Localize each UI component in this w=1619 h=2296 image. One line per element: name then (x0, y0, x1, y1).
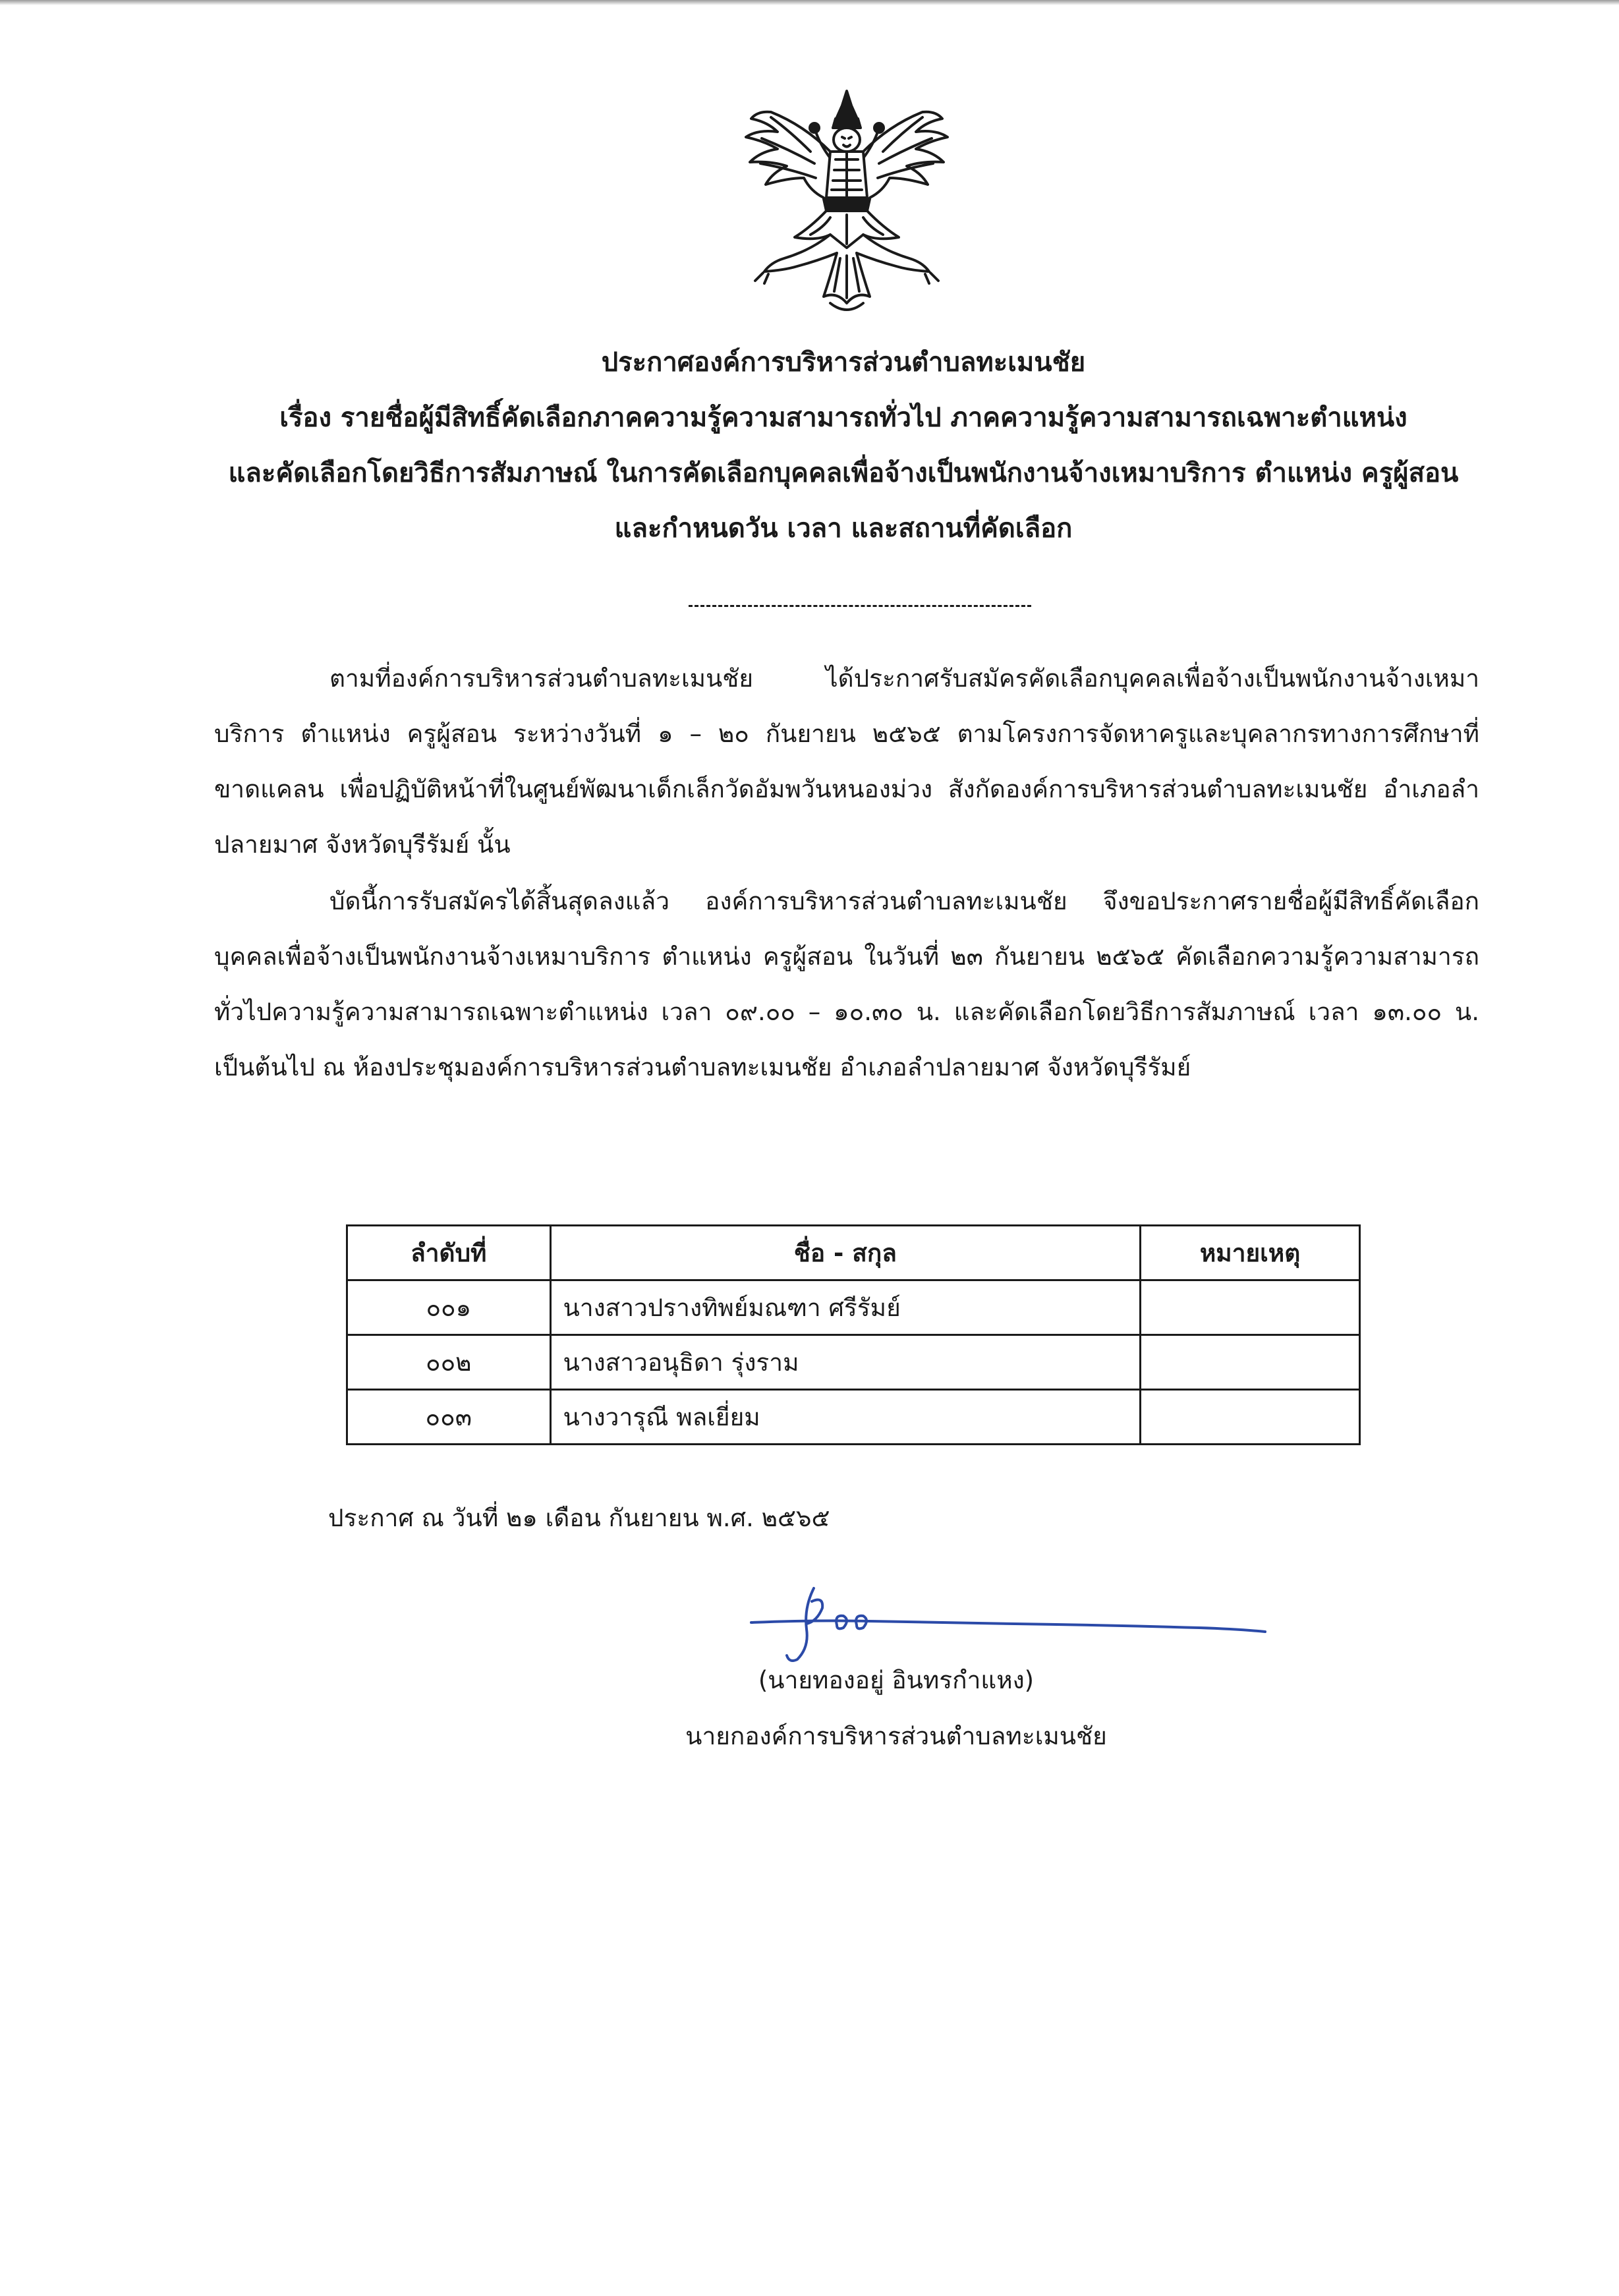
body-paragraph-1: ตามที่องค์การบริหารส่วนตำบลทะเมนชัย ได้ประกาศรับสมัครคัดเลือกบุคคลเพื่อจ้างเป็นพนักงานจ้างเหมาบริการ ตำแหน่ง ครูผู้สอน ระหว่างวันที่ ๑ – ๒๐ กันยายน ๒๕๖๕ ตามโครงการจัดหาครูและบุคลากรทางการศึกษาที่ขาดแคลน เพื่อปฏิบัติหน้าที่ในศูนย์พัฒนาเด็กเล็กวัดอัมพวันหนองม่วง สังกัดองค์การบริหารส่วนตำบลทะเมนชัย อำเภอลำปลายมาศ จังหวัดบุรีรัมย์ นั้น (214, 664, 1479, 859)
table-row (347, 1335, 1360, 1390)
garuda-emblem-icon (731, 86, 962, 323)
body-paragraph-2: บัดนี้การรับสมัครได้สิ้นสุดลงแล้ว องค์การบริหารส่วนตำบลทะเมนชัย จึงขอประกาศรายชื่อผู้มีสิทธิ์คัดเลือกบุคคลเพื่อจ้างเป็นพนักงานจ้างเหมาบริการ ตำแหน่ง ครูผู้สอน ในวันที่ ๒๓ กันยายน ๒๕๖๕ คัดเลือกความรู้ความสามารถทั่วไปความรู้ความสามารถเฉพาะตำแหน่ง เวลา ๐๙.๐๐ – ๑๐.๓๐ น. และคัดเลือกโดยวิธีการสัมภาษณ์ เวลา ๑๓.๐๐ น. เป็นต้นไป ณ ห้องประชุมองค์การบริหารส่วนตำบลทะเมนชัย อำเภอลำปลายมาศ จังหวัดบุรีรัมย์ (214, 887, 1479, 1081)
signer-name: (นายทองอยู่ อินทรกำแหง) (758, 1666, 1035, 1694)
table-row (347, 1390, 1360, 1445)
row-remark (1141, 1280, 1360, 1335)
row-remark (1141, 1390, 1360, 1445)
announcement-title: ประกาศองค์การบริหารส่วนตำบลทะเมนชัย (601, 347, 1086, 378)
row-full-name: นางสาวอนุธิดา รุ่งราม (550, 1335, 1141, 1390)
table-header-row (347, 1226, 1360, 1280)
row-order: ๐๐๑ (347, 1280, 551, 1335)
candidate-table (346, 1224, 1361, 1445)
subject-line-3: และกำหนดวัน เวลา และสถานที่คัดเลือก (614, 513, 1073, 544)
row-remark (1141, 1335, 1360, 1390)
header-full-name: ชื่อ - สกุล (550, 1226, 1141, 1280)
row-order: ๐๐๒ (347, 1335, 551, 1390)
row-full-name: นางสาวปรางทิพย์มณฑา ศรีรัมย์ (550, 1280, 1141, 1335)
scan-edge (0, 0, 1619, 5)
row-full-name: นางวารุณี พลเยี่ยม (550, 1390, 1141, 1445)
announcement-date: ประกาศ ณ วันที่ ๒๑ เดือน กันยายน พ.ศ. ๒๕๖๕ (328, 1504, 830, 1532)
subject-line-2: และคัดเลือกโดยวิธีการสัมภาษณ์ ในการคัดเลือกบุคคลเพื่อจ้างเป็นพนักงานจ้างเหมาบริการ ตำแหน่ง ครูผู้สอน (228, 458, 1459, 488)
signer-title: นายกองค์การบริหารส่วนตำบลทะเมนชัย (685, 1722, 1107, 1750)
row-order: ๐๐๓ (347, 1390, 551, 1445)
subject-line-1: เรื่อง รายชื่อผู้มีสิทธิ์คัดเลือกภาคความรู้ความสามารถทั่วไป ภาคความรู้ความสามารถเฉพาะตำแหน่ง (279, 403, 1407, 433)
table-row (347, 1280, 1360, 1335)
header-remark: หมายเหตุ (1141, 1226, 1360, 1280)
header-order: ลำดับที่ (347, 1226, 551, 1280)
title-divider (689, 605, 1031, 607)
